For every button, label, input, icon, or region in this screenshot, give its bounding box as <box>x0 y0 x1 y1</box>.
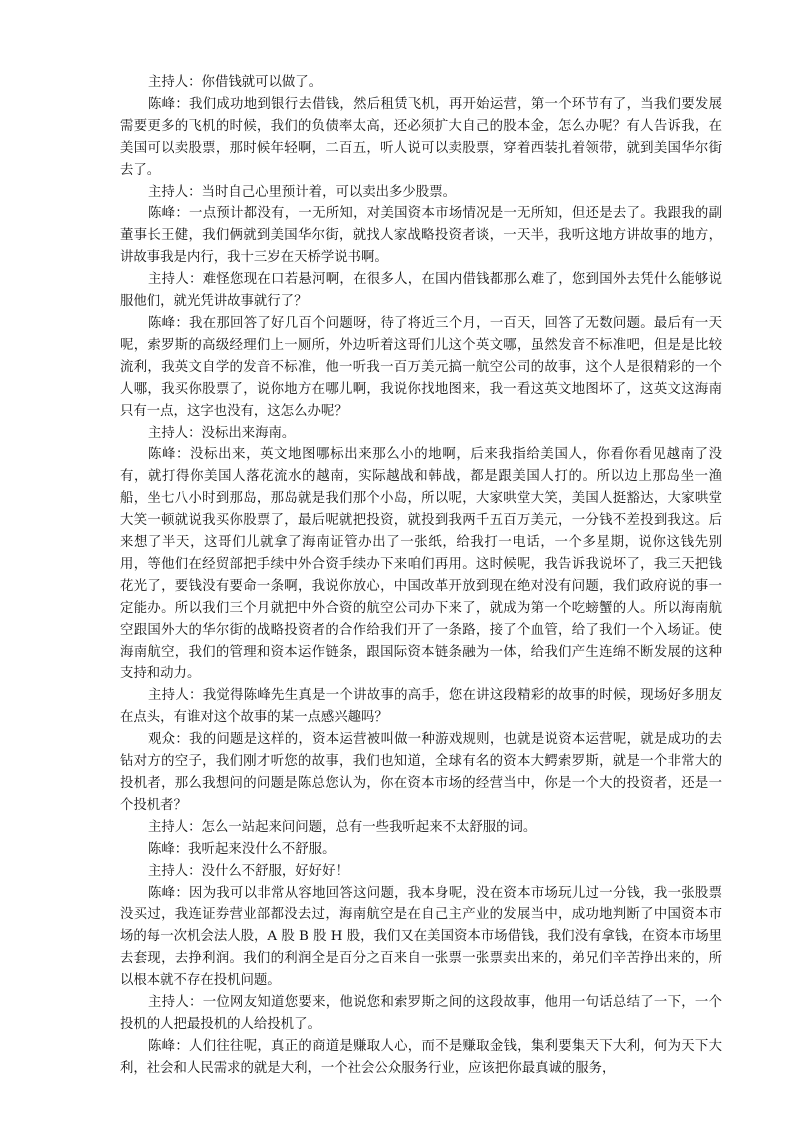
paragraph: 陈峰：一点预计都没有，一无所知，对美国资本市场情况是一无所知，但还是去了。我跟我的副董事长王健，我们俩就到美国华尔街，就找人家战略投资者谈，一天半，我听这地方讲故事的地方，讲故事我是内行，我十三岁在天桥学说书啊。 <box>120 206 722 266</box>
paragraph: 陈峰：我听起来没什么不舒服。 <box>148 841 336 857</box>
transcript-body <box>120 72 722 1080</box>
paragraph: 陈峰：我们成功地到银行去借钱，然后租赁飞机，再开始运营，第一个环节有了，当我们要发展需要更多的飞机的时候，我们的负债率太高，还必须扩大自己的股本金，怎么办呢？有人告诉我，在美国可以卖股票，那时候年轻啊，二百五，听人说可以卖股票，穿着西装扎着领带，就到美国华尔街去了。 <box>120 96 722 178</box>
paragraph: 主持人：一位网友知道您要来，他说您和索罗斯之间的这段故事，他用一句话总结了一下，一个投机的人把最投机的人给投机了。 <box>120 995 722 1032</box>
paragraph: 陈峰：没标出来，英文地图哪标出来那么小的地啊，后来我指给美国人，你看你看见越南了没有，就打得你美国人落花流水的越南，实际越战和韩战，都是跟美国人打的。所以边上那岛坐一渔船，坐七八小时到那岛，那岛就是我们那个小岛，所以呢，大家哄堂大笑，美国人挺豁达，大家哄堂大笑一顿就说我买你股票了，最后呢就把投资，就投到我两千五百万美元，一分钱不差投到我这。后来想了半天，这哥们儿就拿了海南证管办出了一张纸，给我打一电话，一个多星期，说你这钱先别用，等他们在经贸部把手续中外合资手续办下来咱们再用。这时候呢，我告诉我说坏了，我三天把钱花光了，要钱没有要命一条啊，我说你放心，中国改革开放到现在绝对没有问题，我们政府说的事一定能办。所以我们三个月就把中外合资的航空公司办下来了，就成为第一个吃螃蟹的人。所以海南航空跟国外大的华尔街的战略投资者的合作给我们开了一条路，接了个血管，给了我们一个入场证。使海南航空，我们的管理和资本运作链条，跟国际资本链条融为一体，给我们产生连绵不断发展的这种支持和动力。 <box>120 447 722 682</box>
paragraph: 陈峰：人们往往呢，真正的商道是赚取人心，而不是赚取金钱，集利要集天下大利，何为天下大利，社会和人民需求的就是大利，一个社会公众服务行业，应该把你最真诚的服务， <box>120 1038 722 1076</box>
paragraph: 陈峰：我在那回答了好几百个问题呀，待了将近三个月，一百天，回答了无数问题。最后有一天呢，索罗斯的高级经理们上一厕所，外边听着这哥们儿这个英文哪，虽然发音不标准吧，但是是比较流利，我英文自学的发音不标准，他一听我一百万美元搞一航空公司的故事，这个人是很精彩的一个人哪，我买你股票了，说你地方在哪儿啊，我说你找地图来，我一看这英文地图坏了，这英文这海南只有一点，这字也没有，这怎么办呢？ <box>120 315 722 419</box>
paragraph: 主持人：我觉得陈峰先生真是一个讲故事的高手，您在讲这段精彩的故事的时候，现场好多朋友在点头，有谁对这个故事的某一点感兴趣吗？ <box>120 688 722 726</box>
paragraph: 主持人：难怪您现在口若悬河啊，在很多人，在国内借钱都那么难了，您到国外去凭什么能够说服他们，就光凭讲故事就行了？ <box>120 272 722 310</box>
paragraph: 主持人：没标出来海南。 <box>148 425 296 441</box>
paragraph: 主持人：怎么一站起来问问题，总有一些我听起来不太舒服的词。 <box>148 819 537 835</box>
paragraph: 主持人：没什么不舒服，好好好！ <box>148 863 349 879</box>
paragraph: 观众：我的问题是这样的，资本运营被叫做一种游戏规则，也就是说资本运营呢，就是成功的去钻对方的空子，我们刚才听您的故事，我们也知道，全球有名的资本大鳄索罗斯，就是一个非常大的投机者，那么我想问的问题是陈总您认为，你在资本市场的经营当中，你是一个大的投资者，还是一个投机者？ <box>120 732 722 813</box>
paragraph: 主持人：当时自己心里预计着，可以卖出多少股票。 <box>148 184 456 200</box>
paragraph: 主持人：你借钱就可以做了。 <box>148 75 323 90</box>
paragraph: 陈峰：因为我可以非常从容地回答这问题，我本身呢，没在资本市场玩儿过一分钱，我一张股票没买过，我连证券营业部都没去过，海南航空是在自己主产业的发展当中，成功地判断了中国资本市场的每一次机会法人股，A 股 B 股 H 股，我们又在美国资本市场借钱，我们没有拿钱，在资本市场里去套现，去挣利润。我们的利润全是百分之百来自一张票一张票卖出来的，弟兄们辛苦挣出来的，所以根本就不存在投机问题。 <box>120 885 722 989</box>
